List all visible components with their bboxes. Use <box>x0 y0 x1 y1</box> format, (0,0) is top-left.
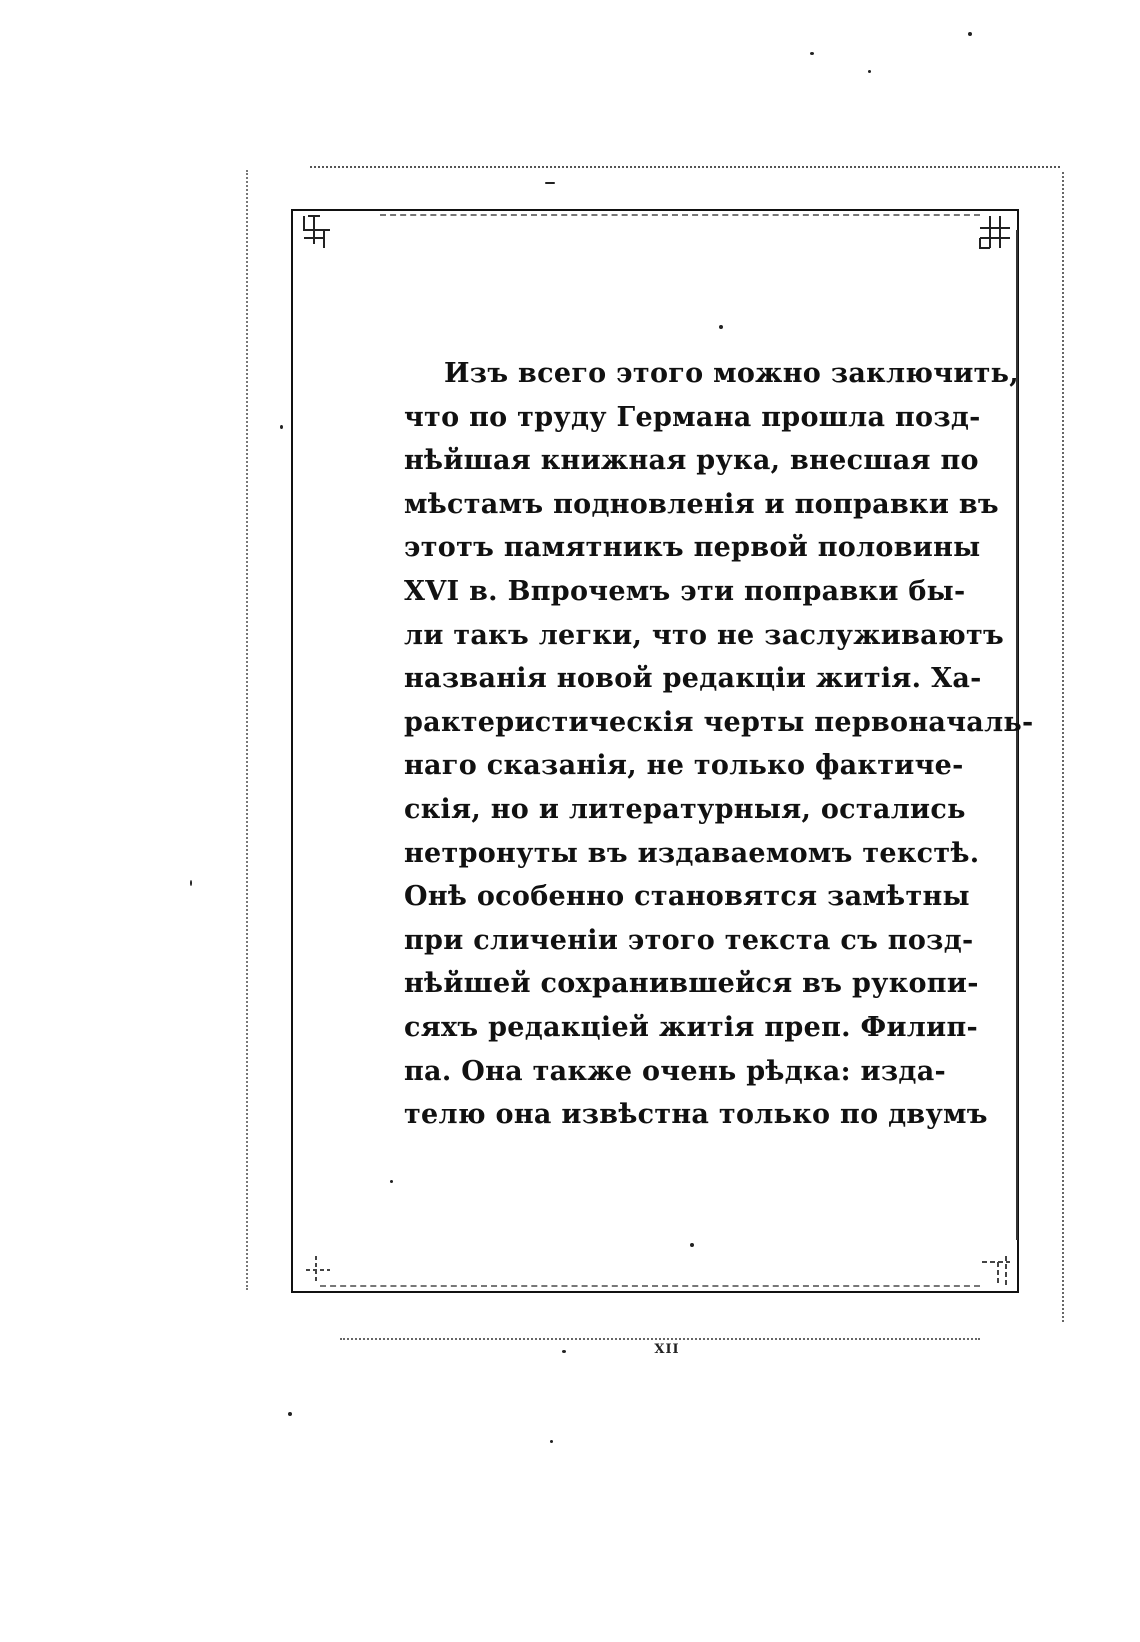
scan-speck <box>288 1412 292 1416</box>
text-line: скія, но и литературныя, остались <box>404 793 966 825</box>
text-line: нѣйшая книжная рука, внесшая по <box>404 445 979 477</box>
text-line: Онѣ особенно становятся замѣтны <box>404 881 970 913</box>
page-border-top-ornament <box>380 214 980 216</box>
scan-speck <box>690 1243 694 1247</box>
page-border-bottom-ornament <box>320 1285 980 1287</box>
text-line: сяхъ редакціей житія преп. Филип- <box>404 1011 979 1043</box>
page-number: XII <box>654 1342 680 1357</box>
corner-ornament-top-left <box>300 214 334 250</box>
text-line: телю она извѣстна только по двумъ <box>404 1099 988 1131</box>
text-line: этотъ памятникъ первой половины <box>404 532 981 564</box>
dotted-frame-top <box>310 166 1060 168</box>
corner-ornament-bottom-right <box>978 1252 1012 1288</box>
text-line: что по труду Германа прошла позд- <box>404 401 981 433</box>
text-line: ли такъ легки, что не заслуживаютъ <box>404 619 1004 651</box>
scan-speck <box>968 32 972 36</box>
scan-speck <box>280 425 283 429</box>
dotted-frame-right <box>1062 172 1064 1322</box>
text-line: па. Она также очень рѣдка: изда- <box>404 1055 947 1087</box>
text-line: названія новой редакціи житія. Ха- <box>404 663 982 695</box>
scan-speck <box>810 52 814 55</box>
text-line: нѣйшей сохранившейся въ рукопи- <box>404 968 979 1000</box>
dotted-frame-bottom <box>340 1338 980 1340</box>
scan-speck <box>562 1350 566 1353</box>
text-line: наго сказанія, не только фактиче- <box>404 750 964 782</box>
scan-speck <box>719 325 723 329</box>
dotted-frame-left <box>246 170 248 1290</box>
text-line: XVI в. Впрочемъ эти поправки бы- <box>404 575 966 607</box>
scan-speck <box>868 70 871 73</box>
corner-ornament-bottom-left <box>302 1252 336 1288</box>
body-text <box>404 352 1034 1137</box>
scan-speck <box>190 880 192 886</box>
scan-speck <box>390 1180 393 1183</box>
scan-speck <box>545 182 555 184</box>
scan-speck <box>550 1440 553 1443</box>
text-line: рактеристическія черты первоначаль- <box>404 706 1034 738</box>
text-line: при сличеніи этого текста съ позд- <box>404 924 974 956</box>
corner-ornament-top-right <box>978 214 1012 250</box>
text-line: мѣстамъ подновленія и поправки въ <box>404 488 999 520</box>
text-line: нетронуты въ издаваемомъ текстѣ. <box>404 837 980 869</box>
text-line: Изъ всего этого можно заключить, <box>444 358 1020 389</box>
